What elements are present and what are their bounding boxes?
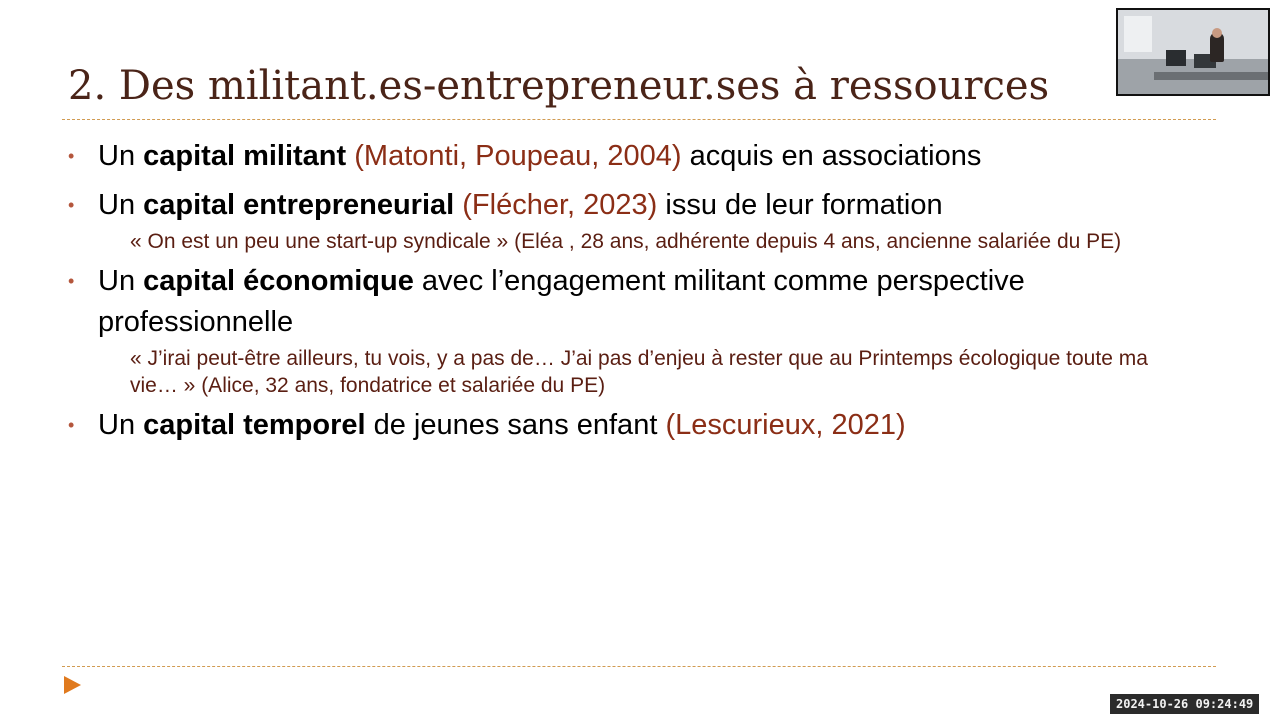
bullet-keyword: capital économique	[143, 265, 414, 297]
bullet-capital-militant	[68, 136, 1188, 177]
bullet-suffix: de jeunes sans enfant	[365, 409, 666, 441]
bullet-capital-entrepreneurial	[68, 185, 1188, 226]
bullet-suffix: avec l’engagement militant comme perspective professionnelle	[98, 265, 1025, 338]
bullet-keyword: capital entrepreneurial	[143, 189, 455, 221]
bullet-capital-economique	[68, 261, 1188, 343]
footer-divider	[62, 666, 1216, 667]
bullet-glyph: •	[68, 415, 75, 435]
recording-timestamp: 2024-10-26 09:24:49	[1110, 694, 1259, 714]
bullet-capital-temporel	[68, 405, 1188, 446]
title-divider	[62, 119, 1216, 120]
bullet-keyword: capital temporel	[143, 409, 366, 441]
interview-quote-elea: « On est un peu une start-up syndicale » (Eléa , 28 ans, adhérente depuis 4 ans, ancienne salariée du PE)	[130, 230, 1122, 253]
bullet-keyword: capital militant	[143, 140, 347, 172]
webcam-feed-icon	[1116, 8, 1270, 96]
webcam-projection-screen	[1124, 16, 1152, 52]
play-arrow-icon	[64, 676, 81, 694]
bullet-glyph: •	[68, 146, 75, 166]
bullet-glyph: •	[68, 195, 75, 215]
bullet-suffix: acquis en associations	[681, 140, 982, 172]
bullet-glyph: •	[68, 271, 75, 291]
bullet-prefix: Un	[98, 265, 144, 297]
bullet-prefix: Un	[98, 140, 144, 172]
bullet-prefix: Un	[98, 409, 144, 441]
bullet-suffix: issu de leur formation	[657, 189, 943, 221]
bullet-citation: (Flécher, 2023)	[462, 189, 658, 221]
webcam-desk	[1154, 72, 1270, 80]
bullet-citation: (Matonti, Poupeau, 2004)	[354, 140, 682, 172]
slide-title: 2. Des militant.es-entrepreneur.ses à ressources	[68, 63, 1050, 109]
bullet-list	[68, 136, 1188, 446]
bullet-citation: (Lescurieux, 2021)	[665, 409, 906, 441]
webcam-speaker-head	[1212, 28, 1222, 38]
webcam-monitor	[1166, 50, 1186, 66]
interview-quote-alice: « J’irai peut-être ailleurs, tu vois, y a pas de… J’ai pas d’enjeu à rester que au Printemps écologique toute ma vie… » (Alice, 32 ans, fondatrice et salariée du PE)	[130, 347, 1148, 397]
bullet-prefix: Un	[98, 189, 144, 221]
